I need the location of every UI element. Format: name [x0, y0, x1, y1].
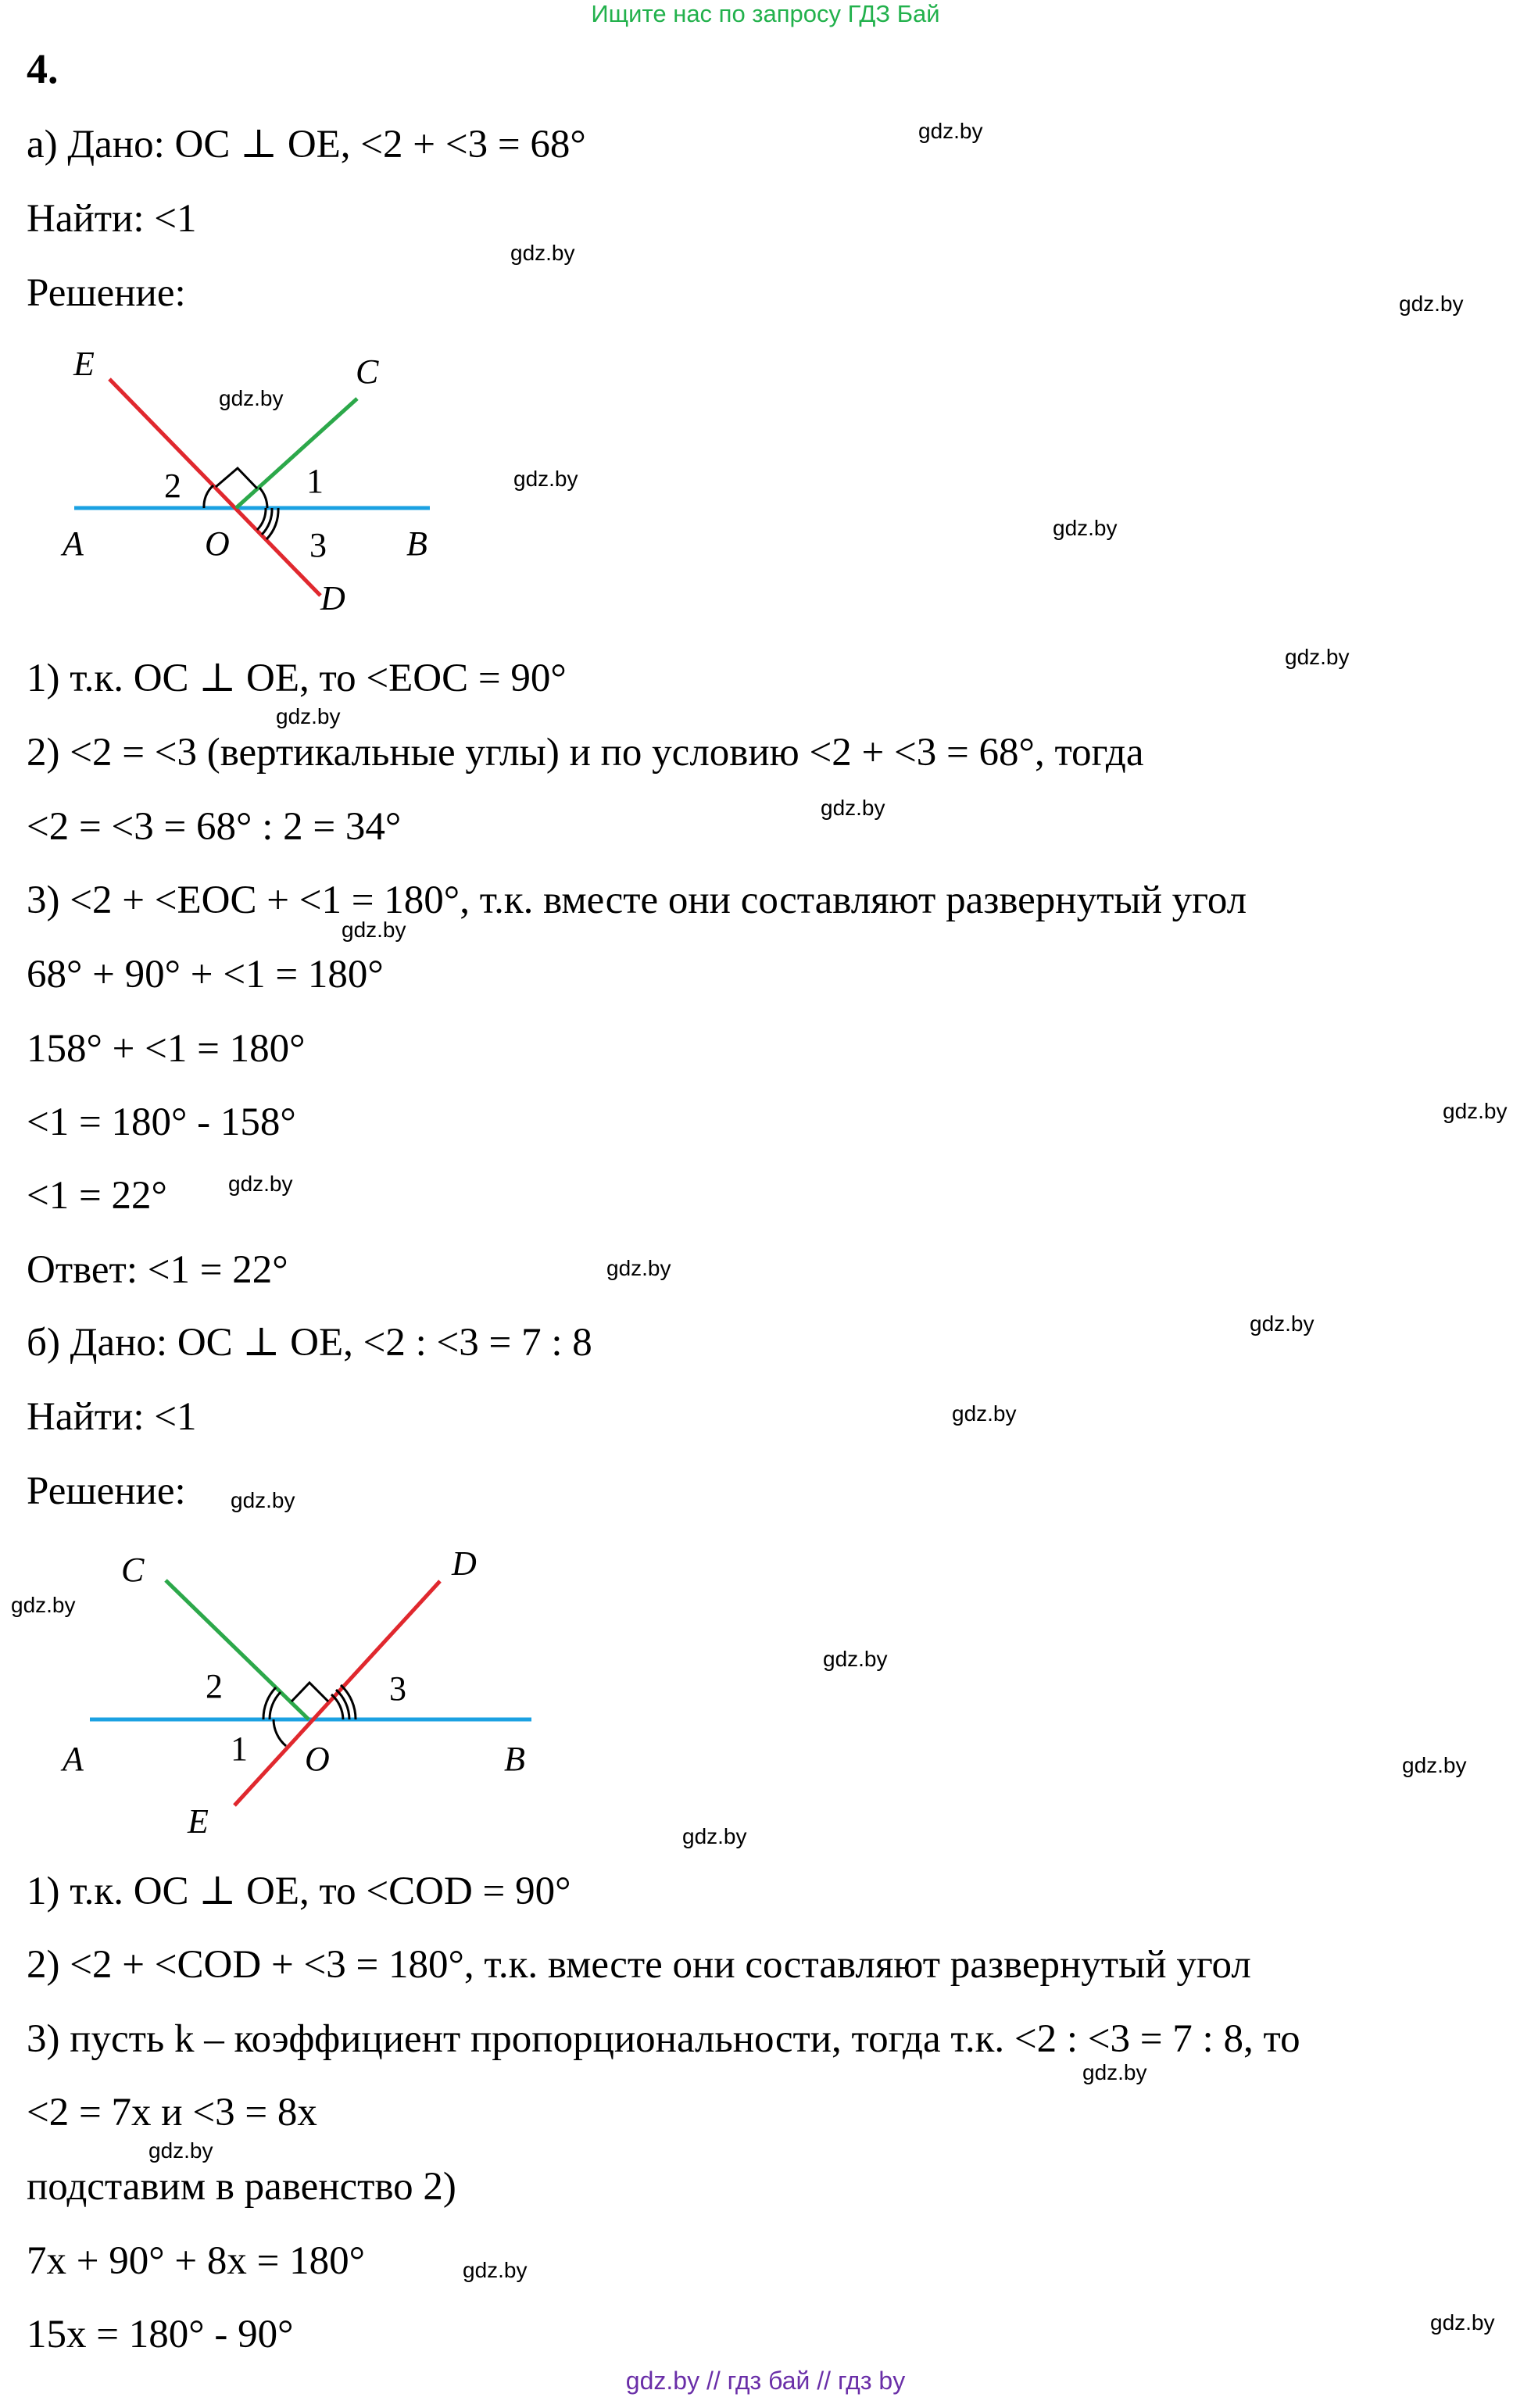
part-b-step: 7x + 90° + 8x = 180° [27, 2239, 366, 2283]
part-a-step: 3) <2 + <EOC + <1 = 180°, т.к. вместе они составляют развернутый угол [27, 878, 1247, 922]
part-a-step: <1 = 180° - 158° [27, 1100, 296, 1144]
part-a-step: 158° + <1 = 180° [27, 1027, 306, 1071]
label-b: B [406, 524, 427, 563]
watermark: gdz.by [821, 796, 885, 820]
watermark: gdz.by [682, 1824, 747, 1848]
angle-3-arc-inner [257, 508, 266, 530]
label-c: C [121, 1551, 145, 1589]
label-o: O [205, 524, 230, 563]
watermark: gdz.by [1402, 1753, 1467, 1777]
part-a-step: <2 = <3 = 68° : 2 = 34° [27, 805, 402, 849]
part-b-step: <2 = 7x и <3 = 8x [27, 2091, 317, 2134]
watermark: gdz.by [1082, 2060, 1147, 2084]
watermark: gdz.by [513, 467, 578, 491]
right-angle-mark [216, 468, 257, 488]
ray-oc [166, 1580, 309, 1719]
watermark: gdz.by [823, 1647, 888, 1671]
line-ed [234, 1581, 440, 1805]
label-b: B [504, 1740, 525, 1778]
angle-1-label: 1 [306, 462, 324, 500]
watermark: gdz.by [342, 918, 406, 942]
line-ed [109, 379, 320, 596]
label-a: A [63, 1740, 84, 1778]
watermark: gdz.by [276, 704, 341, 728]
angle-2-label: 2 [164, 467, 181, 505]
watermark: gdz.by [918, 119, 983, 143]
watermark: gdz.by [1443, 1099, 1508, 1123]
label-e: E [73, 345, 95, 383]
watermark: gdz.by [606, 1256, 671, 1280]
part-a-step: <1 = 22° [27, 1174, 167, 1218]
label-a: A [63, 524, 84, 563]
watermark: gdz.by [228, 1172, 293, 1196]
watermark: gdz.by [1285, 645, 1350, 669]
label-o: O [305, 1740, 330, 1778]
angle-2-arc-inner [270, 1692, 281, 1719]
part-a-find: Найти: <1 [27, 197, 197, 241]
part-a-answer: Ответ: <1 = 22° [27, 1248, 288, 1292]
watermark: gdz.by [219, 386, 284, 410]
part-a-step: 2) <2 = <3 (вертикальные углы) и по условию <2 + <3 = 68°, тогда [27, 731, 1144, 775]
part-b-step: 2) <2 + <COD + <3 = 180°, т.к. вместе они составляют развернутый угол [27, 1943, 1251, 1987]
part-b-given: б) Дано: OC ⊥ OE, <2 : <3 = 7 : 8 [27, 1321, 592, 1365]
watermark: gdz.by [510, 241, 575, 265]
angle-2-arc [204, 485, 213, 508]
right-angle-mark [292, 1683, 328, 1701]
watermark: gdz.by [1430, 2310, 1495, 2335]
header-link[interactable]: Ищите нас по запросу ГДЗ Бай [591, 0, 940, 27]
label-d: D [320, 579, 345, 617]
watermark: gdz.by [1250, 1311, 1315, 1336]
angle-3-label: 3 [309, 526, 327, 564]
part-b-step: 1) т.к. OC ⊥ OE, то <COD = 90° [27, 1870, 571, 1913]
part-b-step: 15x = 180° - 90° [27, 2313, 294, 2356]
part-b-step: 3) пусть k – коэффициент пропорциональности, тогда т.к. <2 : <3 = 7 : 8, то [27, 2017, 1300, 2061]
label-c: C [356, 352, 379, 391]
angle-1-arc [274, 1719, 286, 1746]
watermark: gdz.by [1053, 516, 1118, 540]
label-d: D [452, 1544, 477, 1583]
angle-3-label: 3 [389, 1669, 406, 1708]
watermark: gdz.by [231, 1488, 295, 1512]
angle-2-label: 2 [206, 1667, 223, 1705]
figure-b [63, 1536, 563, 1841]
ray-oc [236, 399, 357, 508]
watermark: gdz.by [11, 1593, 76, 1617]
watermark: gdz.by [952, 1401, 1017, 1426]
angle-1-label: 1 [231, 1730, 248, 1768]
footer-links[interactable]: gdz.by // гдз бай // гдз by [625, 2367, 906, 2395]
angle-1-arc [259, 488, 267, 508]
watermark: gdz.by [148, 2138, 213, 2163]
part-b-step: подставим в равенство 2) [27, 2165, 456, 2209]
watermark: gdz.by [1399, 292, 1464, 316]
task-number: 4. [27, 45, 59, 92]
part-b-solution-label: Решение: [27, 1469, 186, 1513]
watermark: gdz.by [463, 2258, 528, 2282]
part-a-step: 1) т.к. OC ⊥ OE, то <EOC = 90° [27, 657, 567, 700]
part-a-solution-label: Решение: [27, 271, 186, 315]
label-e: E [188, 1802, 209, 1841]
part-a-given: а) Дано: OC ⊥ OE, <2 + <3 = 68° [27, 123, 586, 166]
part-b-find: Найти: <1 [27, 1395, 197, 1439]
part-a-step: 68° + 90° + <1 = 180° [27, 953, 384, 996]
